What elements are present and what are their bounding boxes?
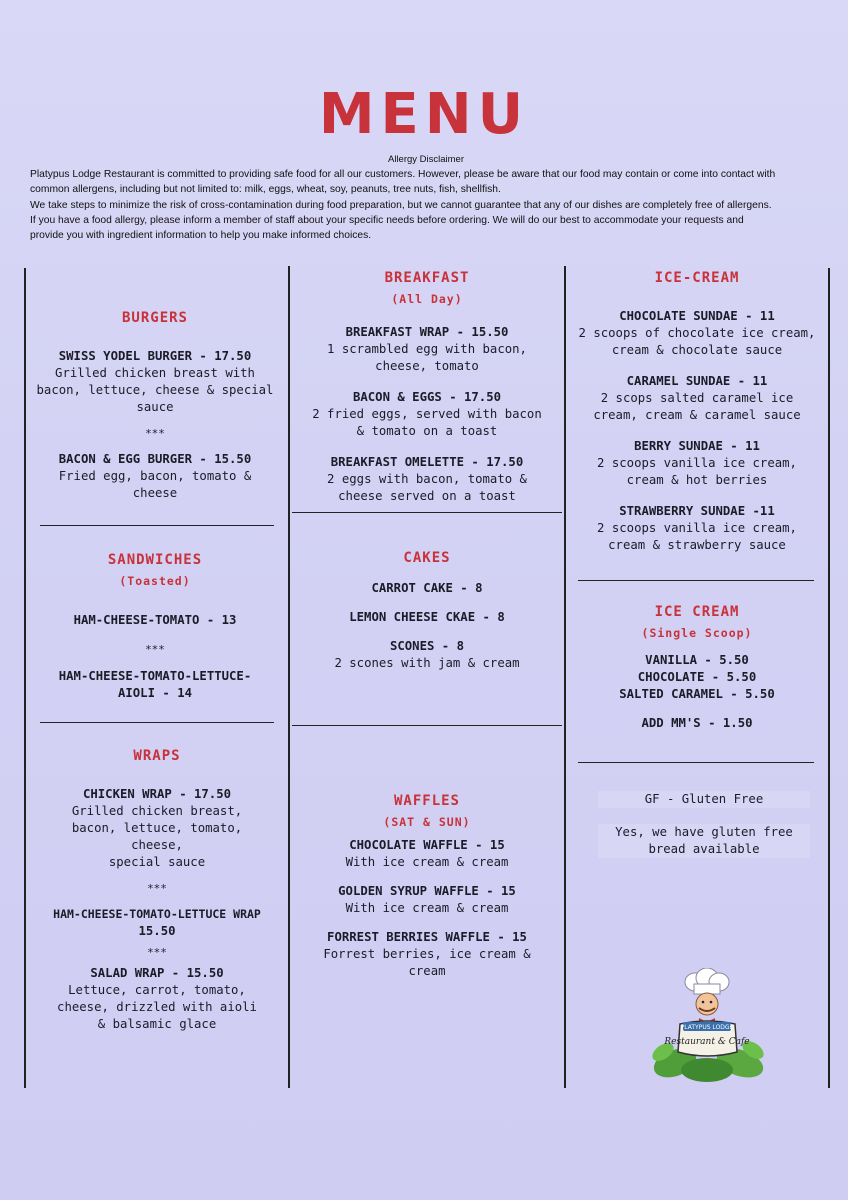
- gluten-free-label: [598, 791, 810, 808]
- menu-item-name: CHOCOLATE WAFFLE - 15: [349, 838, 505, 852]
- menu-item-name: STRAWBERRY SUNDAE -11: [619, 504, 775, 518]
- menu-item-desc: 2 scones with jam & cream: [334, 656, 520, 670]
- icecream-scoop-section: [572, 604, 822, 732]
- menu-item-desc: 2 scoops vanilla ice cream,: [597, 456, 797, 470]
- sandwiches-section: [30, 552, 280, 702]
- menu-item-name: CARROT CAKE - 8: [371, 581, 483, 595]
- menu-item-desc: 1 scrambled egg with bacon,: [327, 342, 527, 356]
- menu-item-name: CARAMEL SUNDAE - 11: [626, 374, 768, 388]
- wraps-title: WRAPS: [133, 748, 181, 764]
- separator-stars: ***: [147, 946, 167, 959]
- gluten-free-note: [598, 824, 810, 858]
- menu-item-desc: Fried egg, bacon, tomato &: [58, 469, 252, 483]
- menu-item-name: HAM-CHEESE-TOMATO - 13: [73, 613, 237, 627]
- menu-item-desc: cheese,: [131, 838, 183, 852]
- logo-text-bottom: Restaurant & Cafe: [664, 1037, 750, 1047]
- icecream-title: ICE-CREAM: [654, 270, 740, 286]
- menu-item-name: HAM-CHEESE-TOMATO-LETTUCE WRAP: [53, 907, 261, 921]
- section-divider: [578, 580, 814, 581]
- menu-item-desc: Grilled chicken breast with: [55, 366, 255, 380]
- burgers-title: BURGERS: [121, 310, 188, 326]
- gluten-free-note-line: bread available: [648, 842, 760, 856]
- menu-item-desc: bacon, lettuce, cheese & special: [36, 383, 274, 397]
- menu-item-desc: With ice cream & cream: [345, 901, 509, 915]
- menu-item-desc: sauce: [136, 400, 174, 414]
- menu-item-name: BACON & EGGS - 17.50: [352, 390, 502, 404]
- icecream-scoop-title: ICE CREAM: [654, 604, 740, 620]
- column-divider: [564, 266, 566, 1088]
- restaurant-logo: [645, 968, 770, 1088]
- section-divider: [292, 725, 562, 726]
- menu-item-name: BREAKFAST OMELETTE - 17.50: [330, 455, 524, 469]
- menu-item-desc: With ice cream & cream: [345, 855, 509, 869]
- menu-item-name: SALAD WRAP - 15.50: [90, 966, 224, 980]
- disclaimer-line: If you have a food allergy, please inform a member of staff about your specific needs before ordering. We will do our best to accommodate your requests and: [30, 214, 744, 226]
- menu-item-desc: 2 scoops vanilla ice cream,: [597, 521, 797, 535]
- cakes-section: [296, 550, 558, 672]
- column-divider: [288, 266, 290, 1088]
- logo-text-top: PLATYPUS LODGE: [680, 1024, 734, 1031]
- disclaimer-title: Allergy Disclaimer: [387, 154, 464, 165]
- sandwiches-subtitle: (Toasted): [119, 574, 191, 588]
- menu-item-desc: cheese served on a toast: [338, 489, 516, 503]
- waffles-title: WAFFLES: [393, 793, 460, 809]
- gluten-free-label-text: GF - Gluten Free: [644, 792, 764, 806]
- menu-item-desc: bacon, lettuce, tomato,: [71, 821, 243, 835]
- section-divider: [40, 722, 274, 723]
- menu-item-desc: cream & strawberry sauce: [608, 538, 786, 552]
- menu-item-name: BREAKFAST WRAP - 15.50: [345, 325, 509, 339]
- separator-stars: ***: [145, 643, 165, 656]
- menu-item-name: CHOCOLATE - 5.50: [637, 670, 757, 684]
- disclaimer-line: Platypus Lodge Restaurant is committed to providing safe food for all our customers. However, please be aware that our food may contain or come into contact with: [30, 169, 776, 181]
- menu-item-name: SCONES - 8: [389, 639, 465, 653]
- menu-item-desc: 2 scoops of chocolate ice cream,: [578, 326, 816, 340]
- breakfast-section: [296, 270, 558, 505]
- menu-item-name: 15.50: [138, 924, 176, 938]
- menu-item-name: CHOCOLATE SUNDAE - 11: [619, 309, 775, 323]
- waffles-section: [296, 793, 558, 980]
- column-divider: [828, 268, 830, 1088]
- menu-title: MENU: [318, 82, 530, 147]
- disclaimer-line: We take steps to minimize the risk of cross-contamination during food preparation, but we cannot guarantee that any of our dishes are completely free of allergens.: [30, 199, 772, 211]
- menu-item-desc: 2 fried eggs, served with bacon: [312, 407, 542, 421]
- menu-item-desc: & balsamic glace: [97, 1017, 217, 1031]
- sandwiches-title: SANDWICHES: [107, 552, 203, 568]
- section-divider: [40, 525, 274, 526]
- menu-item-desc: cream: [408, 964, 446, 978]
- breakfast-title: BREAKFAST: [384, 270, 470, 286]
- menu-item-name: CHICKEN WRAP - 17.50: [82, 787, 232, 801]
- column-divider: [24, 268, 26, 1088]
- menu-item-desc: cream, cream & caramel sauce: [593, 408, 801, 422]
- separator-stars: ***: [145, 427, 165, 440]
- wraps-section: [30, 748, 284, 1033]
- allergy-disclaimer: [30, 152, 822, 243]
- menu-item-desc: cheese, drizzled with aioli: [57, 1000, 257, 1014]
- breakfast-subtitle: (All Day): [391, 292, 463, 306]
- menu-item-desc: 2 eggs with bacon, tomato &: [327, 472, 527, 486]
- menu-item-desc: Forrest berries, ice cream &: [323, 947, 531, 961]
- chef-logo-icon: [645, 968, 770, 1088]
- menu-item-desc: cream & hot berries: [626, 473, 768, 487]
- disclaimer-line: provide you with ingredient information to help you make informed choices.: [30, 230, 372, 242]
- menu-item-name: SWISS YODEL BURGER - 17.50: [58, 349, 252, 363]
- menu-item-desc: 2 scops salted caramel ice: [600, 391, 794, 405]
- waffles-subtitle: (SAT & SUN): [383, 815, 471, 829]
- menu-item-name: VANILLA - 5.50: [645, 653, 749, 667]
- menu-item-name: BACON & EGG BURGER - 15.50: [58, 452, 252, 466]
- menu-item-name: SALTED CARAMEL - 5.50: [619, 687, 775, 701]
- menu-item-name: FORREST BERRIES WAFFLE - 15: [327, 930, 527, 944]
- menu-item-name: AIOLI - 14: [117, 686, 193, 700]
- menu-item-desc: cheese: [132, 486, 178, 500]
- menu-item-desc: Lettuce, carrot, tomato,: [68, 983, 246, 997]
- menu-item-name: BERRY SUNDAE - 11: [634, 439, 760, 453]
- menu-item-desc: special sauce: [108, 855, 206, 869]
- menu-item-desc: Grilled chicken breast,: [71, 804, 243, 818]
- burgers-section: [30, 310, 280, 502]
- menu-item-desc: & tomato on a toast: [356, 424, 498, 438]
- menu-item-name: ADD MM'S - 1.50: [641, 716, 753, 730]
- icecream-scoop-subtitle: (Single Scoop): [641, 626, 753, 640]
- menu-item-desc: cream & chocolate sauce: [611, 343, 783, 357]
- menu-item-desc: cheese, tomato: [375, 359, 479, 373]
- icecream-sundaes-section: [572, 270, 822, 554]
- menu-item-name: GOLDEN SYRUP WAFFLE - 15: [338, 884, 516, 898]
- menu-item-name: LEMON CHEESE CKAE - 8: [349, 610, 505, 624]
- section-divider: [578, 762, 814, 763]
- menu-item-name: HAM-CHEESE-TOMATO-LETTUCE-: [58, 669, 252, 683]
- section-divider: [292, 512, 562, 513]
- disclaimer-line: common allergens, including but not limited to: milk, eggs, wheat, soy, peanuts, tree nuts, fish, shellfish.: [30, 184, 501, 196]
- gluten-free-note-line: Yes, we have gluten free: [615, 825, 793, 839]
- separator-stars: ***: [147, 882, 167, 895]
- cakes-title: CAKES: [403, 550, 451, 566]
